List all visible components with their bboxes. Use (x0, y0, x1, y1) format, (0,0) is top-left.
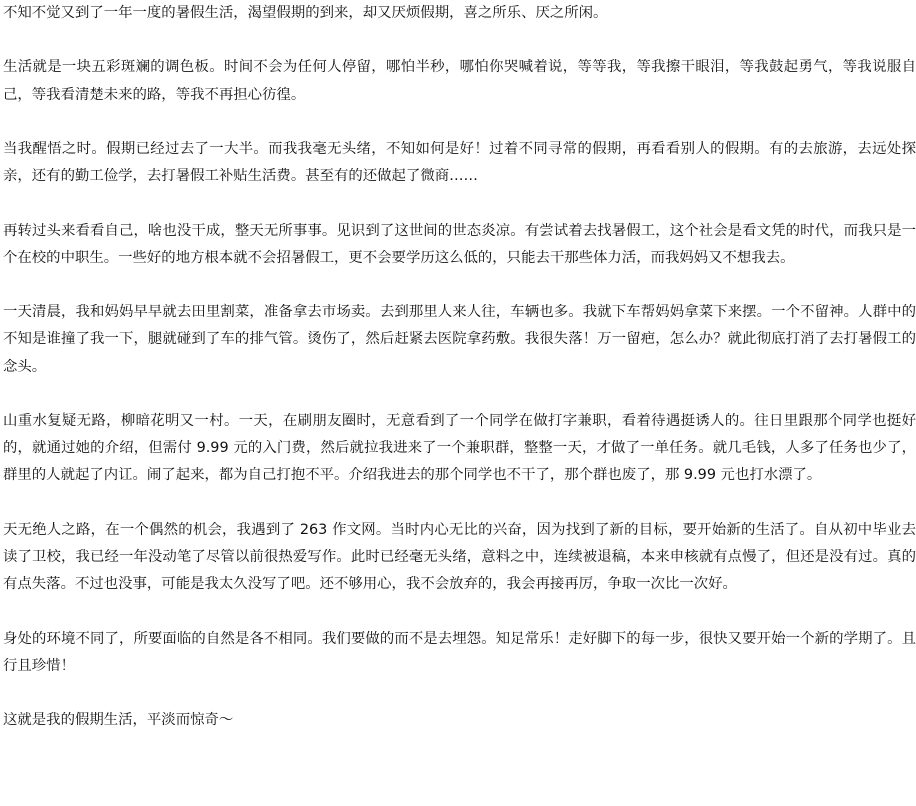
paragraph-8: 身处的环境不同了，所要面临的自然是各不相同。我们要做的而不是去埋怨。知足常乐！走好脚下的每一步，很快又要开始一个新的学期了。且行且珍惜！ (3, 630, 916, 674)
paragraph-2: 生活就是一块五彩斑斓的调色板。时间不会为任何人停留，哪怕半秒，哪怕你哭喊着说，等等我，等我擦干眼泪，等我鼓起勇气，等我说服自己，等我看清楚未来的路，等我不再担心彷徨。 (3, 59, 916, 103)
paragraph-1: 不知不觉又到了一年一度的暑假生活，渴望假期的到来，却又厌烦假期，喜之所乐、厌之所闲。 (3, 5, 608, 21)
paragraph-7: 天无绝人之路，在一个偶然的机会，我遇到了 263 作文网。当时内心无比的兴奋，因为找到了新的目标，要开始新的生活了。自从初中毕业去读了卫校，我已经一年没动笔了尽管以前很热爱写作。此时已经毫无头绪，意料之中，连续被退稿，本来申核就有点慢了，但还是没有过。真的有点失落。不过也没事，可能是我太久没写了吧。还不够用心，我不会放弃的，我会再接再厉，争取一次比一次好。 (3, 521, 916, 593)
paragraph-5: 一天清晨，我和妈妈早早就去田里割菜，准备拿去市场卖。去到那里人来人往，车辆也多。我就下车帮妈妈拿菜下来摆。一个不留神。人群中的不知是谁撞了我一下，腿就碰到了车的排气管。烫伤了，然后赶紧去医院拿药敷。我很失落！万一留疤，怎么办？就此彻底打消了去打暑假工的念头。 (3, 304, 916, 375)
paragraph-9: 这就是我的假期生活，平淡而惊奇～ (3, 712, 234, 729)
paragraph-3: 当我醒悟之时。假期已经过去了一大半。而我我毫无头绪，不知如何是好！过着不同寻常的假期，再看看别人的假期。有的去旅游，去远处探亲，还有的勤工俭学，去打暑假工补贴生活费。甚至有的还做起了微商…… (3, 140, 916, 185)
paragraph-6: 山重水复疑无路，柳暗花明又一村。一天，在刷朋友圈时，无意看到了一个同学在做打字兼职，看着待遇挺诱人的。往日里跟那个同学也挺好的，就通过她的介绍，但需付 9.99 元的入门费，然后就拉我进来了一个兼职群，整整一天，才做了一单任务。就几毛钱，人多了任务也少了，群里的人就起了内讧。闹了起来，都为自己打抱不平。介绍我进去的那个同学也不干了，那个群也废了，那 9.99 元也打水漂了。 (3, 412, 916, 484)
paragraph-4: 再转过头来看看自己，啥也没干成，整天无所事事。见识到了这世间的世态炎凉。有尝试着去找暑假工，这个社会是看文凭的时代，而我只是一个在校的中职生。一些好的地方根本就不会招暑假工，更不会要学历这么低的，只能去干那些体力活，而我妈妈又不想我去。 (3, 222, 916, 266)
